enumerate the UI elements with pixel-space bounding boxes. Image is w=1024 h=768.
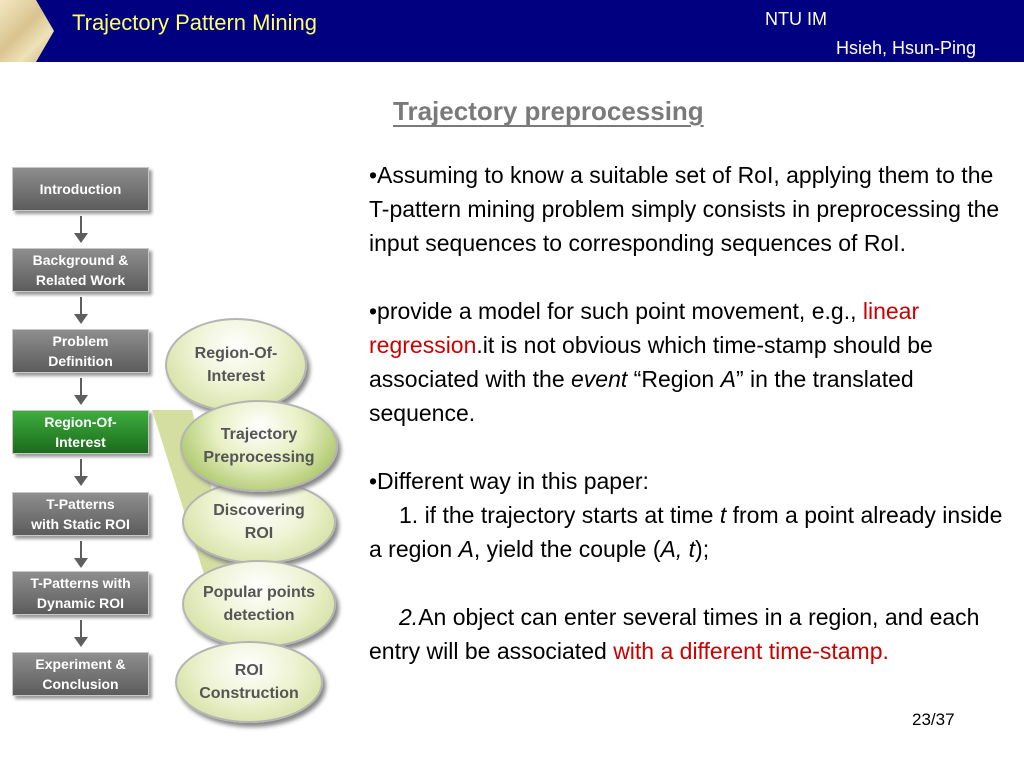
subtopic-trajectory-preprocessing[interactable] [180, 400, 338, 492]
nav-problem-definition[interactable] [12, 329, 149, 373]
subtopic-label: Trajectory Preprocessing [203, 426, 315, 466]
rule-one: 1. if the trajectory starts at time t from a point already inside a region A, yield the couple (A, t); [369, 502, 1003, 562]
header-logo [0, 0, 54, 62]
nav-t-patterns-static-roi[interactable] [12, 492, 149, 536]
page-number: 23/37 [912, 710, 955, 729]
rule-two: 2.An object can enter several times in a region, and each entry will be associated with a different time-stamp. [369, 604, 980, 664]
slide-body [369, 158, 1019, 668]
subtopic-region-of-interest[interactable] [165, 318, 307, 412]
subtopic-roi-construction[interactable] [175, 641, 323, 723]
highlight-different-timestamp: with a different time-stamp. [613, 638, 889, 664]
slide-header [0, 0, 1024, 62]
subtopic-label: Discovering ROI [213, 502, 305, 542]
subtopic-label: Popular points detection [203, 584, 315, 624]
flow-arrow [80, 541, 82, 559]
flow-arrow [80, 378, 82, 396]
nav-experiment-conclusion[interactable] [12, 652, 149, 696]
nav-label: Problem Definition [48, 333, 113, 369]
flow-arrow [80, 459, 82, 477]
slide-title: Trajectory preprocessing [393, 96, 704, 126]
nav-introduction[interactable] [12, 167, 149, 211]
nav-background-related-work[interactable] [12, 248, 149, 292]
bullet-model: •provide a model for such point movement, e.g., linear regression.it is not obvious which time-stamp should be associated with the event “Region A” in the translated sequence. [369, 298, 933, 426]
nav-label: T-Patterns with Dynamic ROI [30, 575, 131, 611]
highlight-linear-regression: linear regression [369, 298, 920, 358]
subtopic-popular-points-detection[interactable] [182, 560, 336, 648]
flow-arrow [80, 216, 82, 234]
nav-t-patterns-dynamic-roi[interactable] [12, 571, 149, 615]
nav-label: Background & Related Work [32, 252, 129, 288]
nav-label: Experiment & Conclusion [35, 656, 126, 692]
subtopic-discovering-roi[interactable] [182, 480, 336, 564]
bullet-different-way: •Different way in this paper: [369, 468, 649, 494]
author-label: Hsieh, Hsun-Ping [836, 38, 977, 58]
bullet-assumption: •Assuming to know a suitable set of RoI, applying them to the T-pattern mining problem simply consists in preprocessing the input sequences to corresponding sequences of RoI. [369, 162, 1000, 256]
flow-arrow [80, 297, 82, 315]
flow-arrow [80, 620, 82, 638]
presentation-title: Trajectory Pattern Mining [72, 10, 317, 35]
subtopic-label: Region-Of- Interest [194, 345, 278, 385]
nav-label: Region-Of- Interest [44, 414, 117, 450]
nav-label: Introduction [39, 181, 122, 197]
organization-label: NTU IM [765, 9, 827, 29]
nav-region-of-interest[interactable] [12, 410, 149, 454]
nav-label: T-Patterns with Static ROI [31, 496, 130, 532]
subtopic-label: ROI Construction [199, 662, 299, 702]
